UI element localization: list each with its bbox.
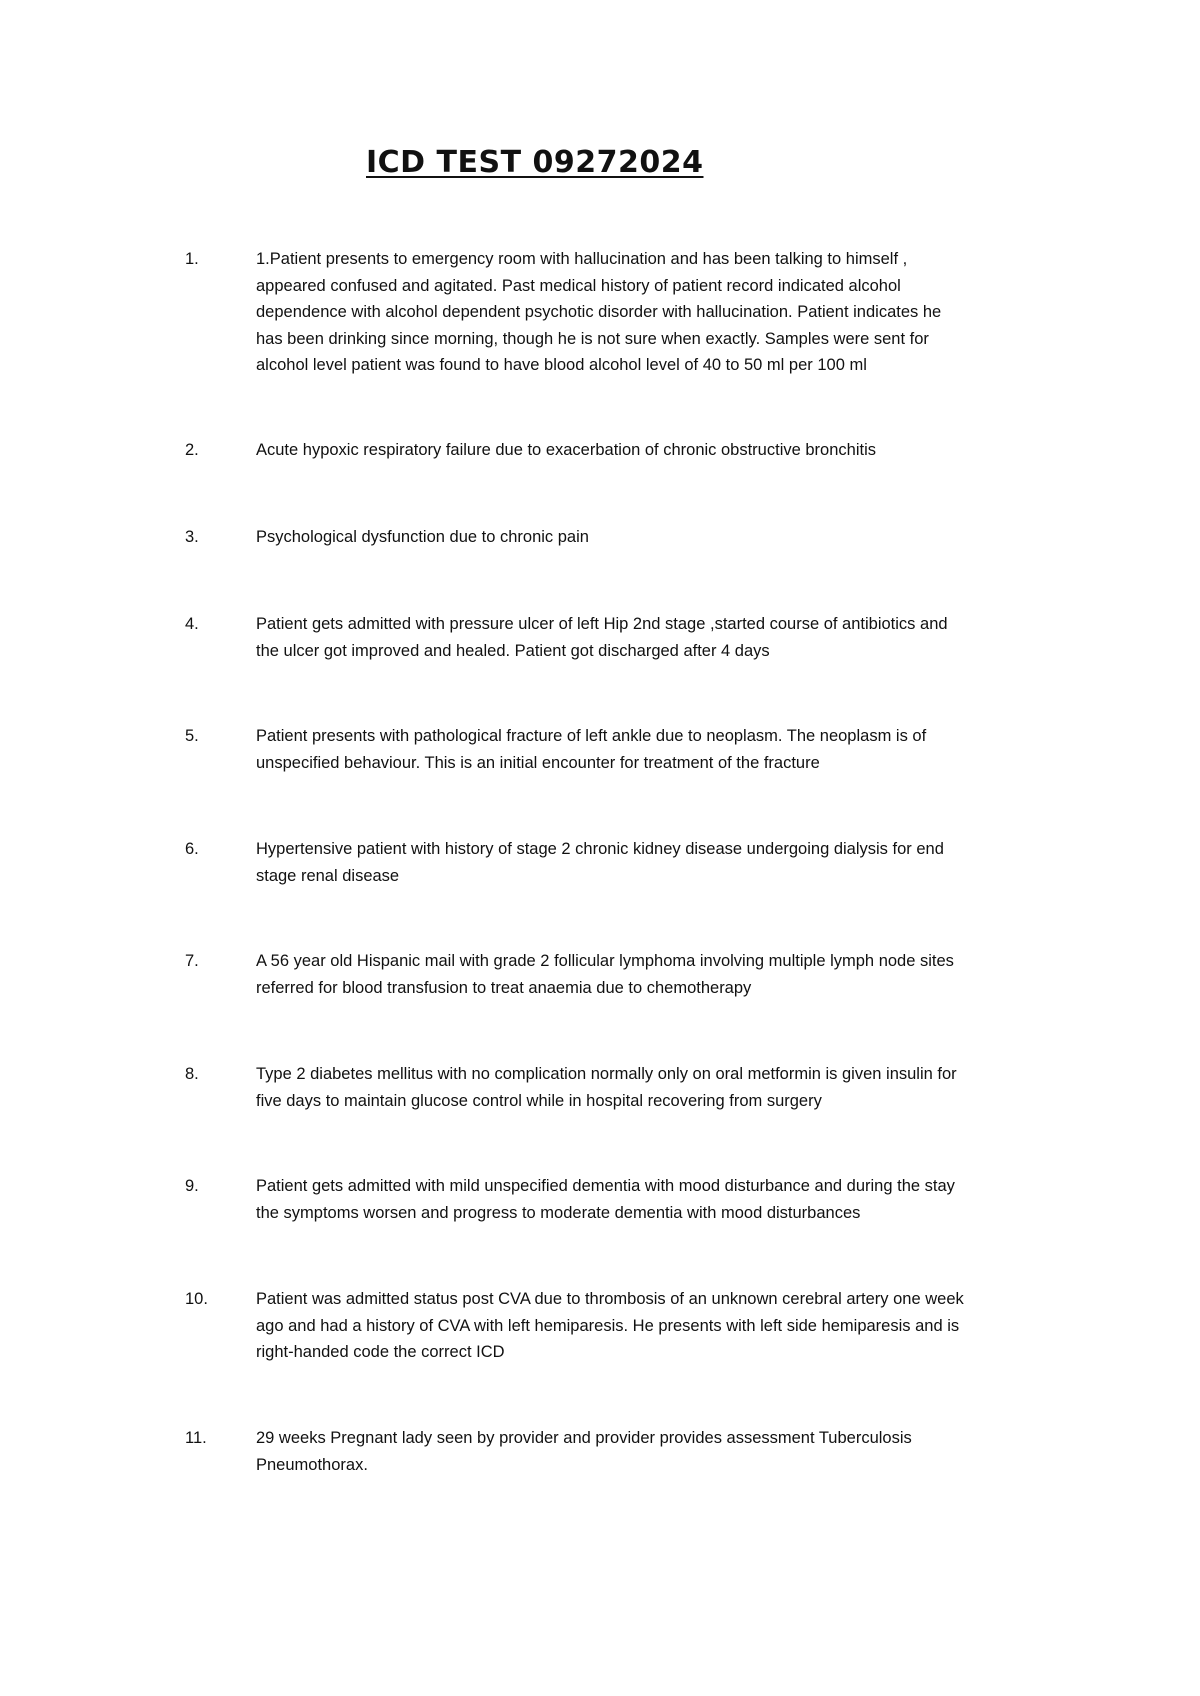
item-text bbox=[256, 1173, 1076, 1226]
item-text-line: Patient gets admitted with pressure ulcer of left Hip 2nd stage ,started course of antibiotics and bbox=[256, 615, 948, 633]
item-text-line: Psychological dysfunction due to chronic pain bbox=[256, 528, 589, 546]
item-text-line: Type 2 diabetes mellitus with no complication normally only on oral metformin is given insulin for bbox=[256, 1065, 957, 1083]
item-text-line: the ulcer got improved and healed. Patient got discharged after 4 days bbox=[256, 641, 770, 660]
item-number: 1. bbox=[185, 250, 199, 268]
item-text bbox=[256, 836, 1076, 889]
item-number: 3. bbox=[185, 528, 199, 546]
item-number: 8. bbox=[185, 1065, 199, 1083]
item-text bbox=[256, 1425, 1076, 1478]
item-text-line: 1.Patient presents to emergency room with hallucination and has been talking to himself , bbox=[256, 250, 908, 268]
item-text-line: Patient gets admitted with mild unspecified dementia with mood disturbance and during the stay bbox=[256, 1177, 955, 1195]
page-title: ICD TEST 09272024 bbox=[366, 145, 704, 180]
item-number: 2. bbox=[185, 441, 199, 459]
item-number: 4. bbox=[185, 615, 199, 633]
item-text-line: Patient presents with pathological fracture of left ankle due to neoplasm. The neoplasm is of bbox=[256, 727, 927, 745]
item-text-line: unspecified behaviour. This is an initial encounter for treatment of the fracture bbox=[256, 753, 820, 772]
item-text-line: Patient was admitted status post CVA due to thrombosis of an unknown cerebral artery one week bbox=[256, 1290, 964, 1308]
item-text-line: Pneumothorax. bbox=[256, 1455, 368, 1474]
item-text-line: five days to maintain glucose control while in hospital recovering from surgery bbox=[256, 1091, 822, 1110]
item-number: 11. bbox=[185, 1429, 207, 1447]
item-text-line: A 56 year old Hispanic mail with grade 2 follicular lymphoma involving multiple lymph node sites bbox=[256, 952, 954, 970]
item-text-line: right-handed code the correct ICD bbox=[256, 1343, 505, 1361]
item-text-line: referred for blood transfusion to treat anaemia due to chemotherapy bbox=[256, 978, 752, 997]
item-number: 10. bbox=[185, 1290, 208, 1308]
item-number: 9. bbox=[185, 1177, 199, 1195]
item-text-line: alcohol level patient was found to have blood alcohol level of 40 to 50 ml per 100 ml bbox=[256, 356, 867, 374]
item-text bbox=[256, 1061, 1076, 1114]
item-text bbox=[256, 611, 1076, 664]
item-text-line: 29 weeks Pregnant lady seen by provider and provider provides assessment Tuberculosis bbox=[256, 1429, 912, 1447]
item-text-line: the symptoms worsen and progress to moderate dementia with mood disturbances bbox=[256, 1203, 861, 1222]
item-text-line: Acute hypoxic respiratory failure due to exacerbation of chronic obstructive bronchitis bbox=[256, 441, 876, 459]
item-text-line: Hypertensive patient with history of stage 2 chronic kidney disease undergoing dialysis for end bbox=[256, 840, 944, 858]
item-text bbox=[256, 948, 1076, 1001]
item-text-line: stage renal disease bbox=[256, 866, 400, 885]
item-text bbox=[256, 1286, 1076, 1366]
item-text-line: appeared confused and agitated. Past medical history of patient record indicated alcohol bbox=[256, 276, 901, 295]
item-text bbox=[256, 246, 1076, 379]
item-number: 5. bbox=[185, 727, 199, 745]
item-text-line: dependence with alcohol dependent psychotic disorder with hallucination. Patient indicates he bbox=[256, 303, 942, 321]
item-number: 6. bbox=[185, 840, 199, 858]
item-text bbox=[256, 524, 1076, 551]
item-text-line: has been drinking since morning, though he is not sure when exactly. Samples were sent for bbox=[256, 329, 929, 348]
item-text-line: ago and had a history of CVA with left hemiparesis. He presents with left side hemiparesis and is bbox=[256, 1316, 960, 1335]
item-text bbox=[256, 437, 1076, 464]
item-text bbox=[256, 723, 1076, 776]
item-number: 7. bbox=[185, 952, 199, 970]
